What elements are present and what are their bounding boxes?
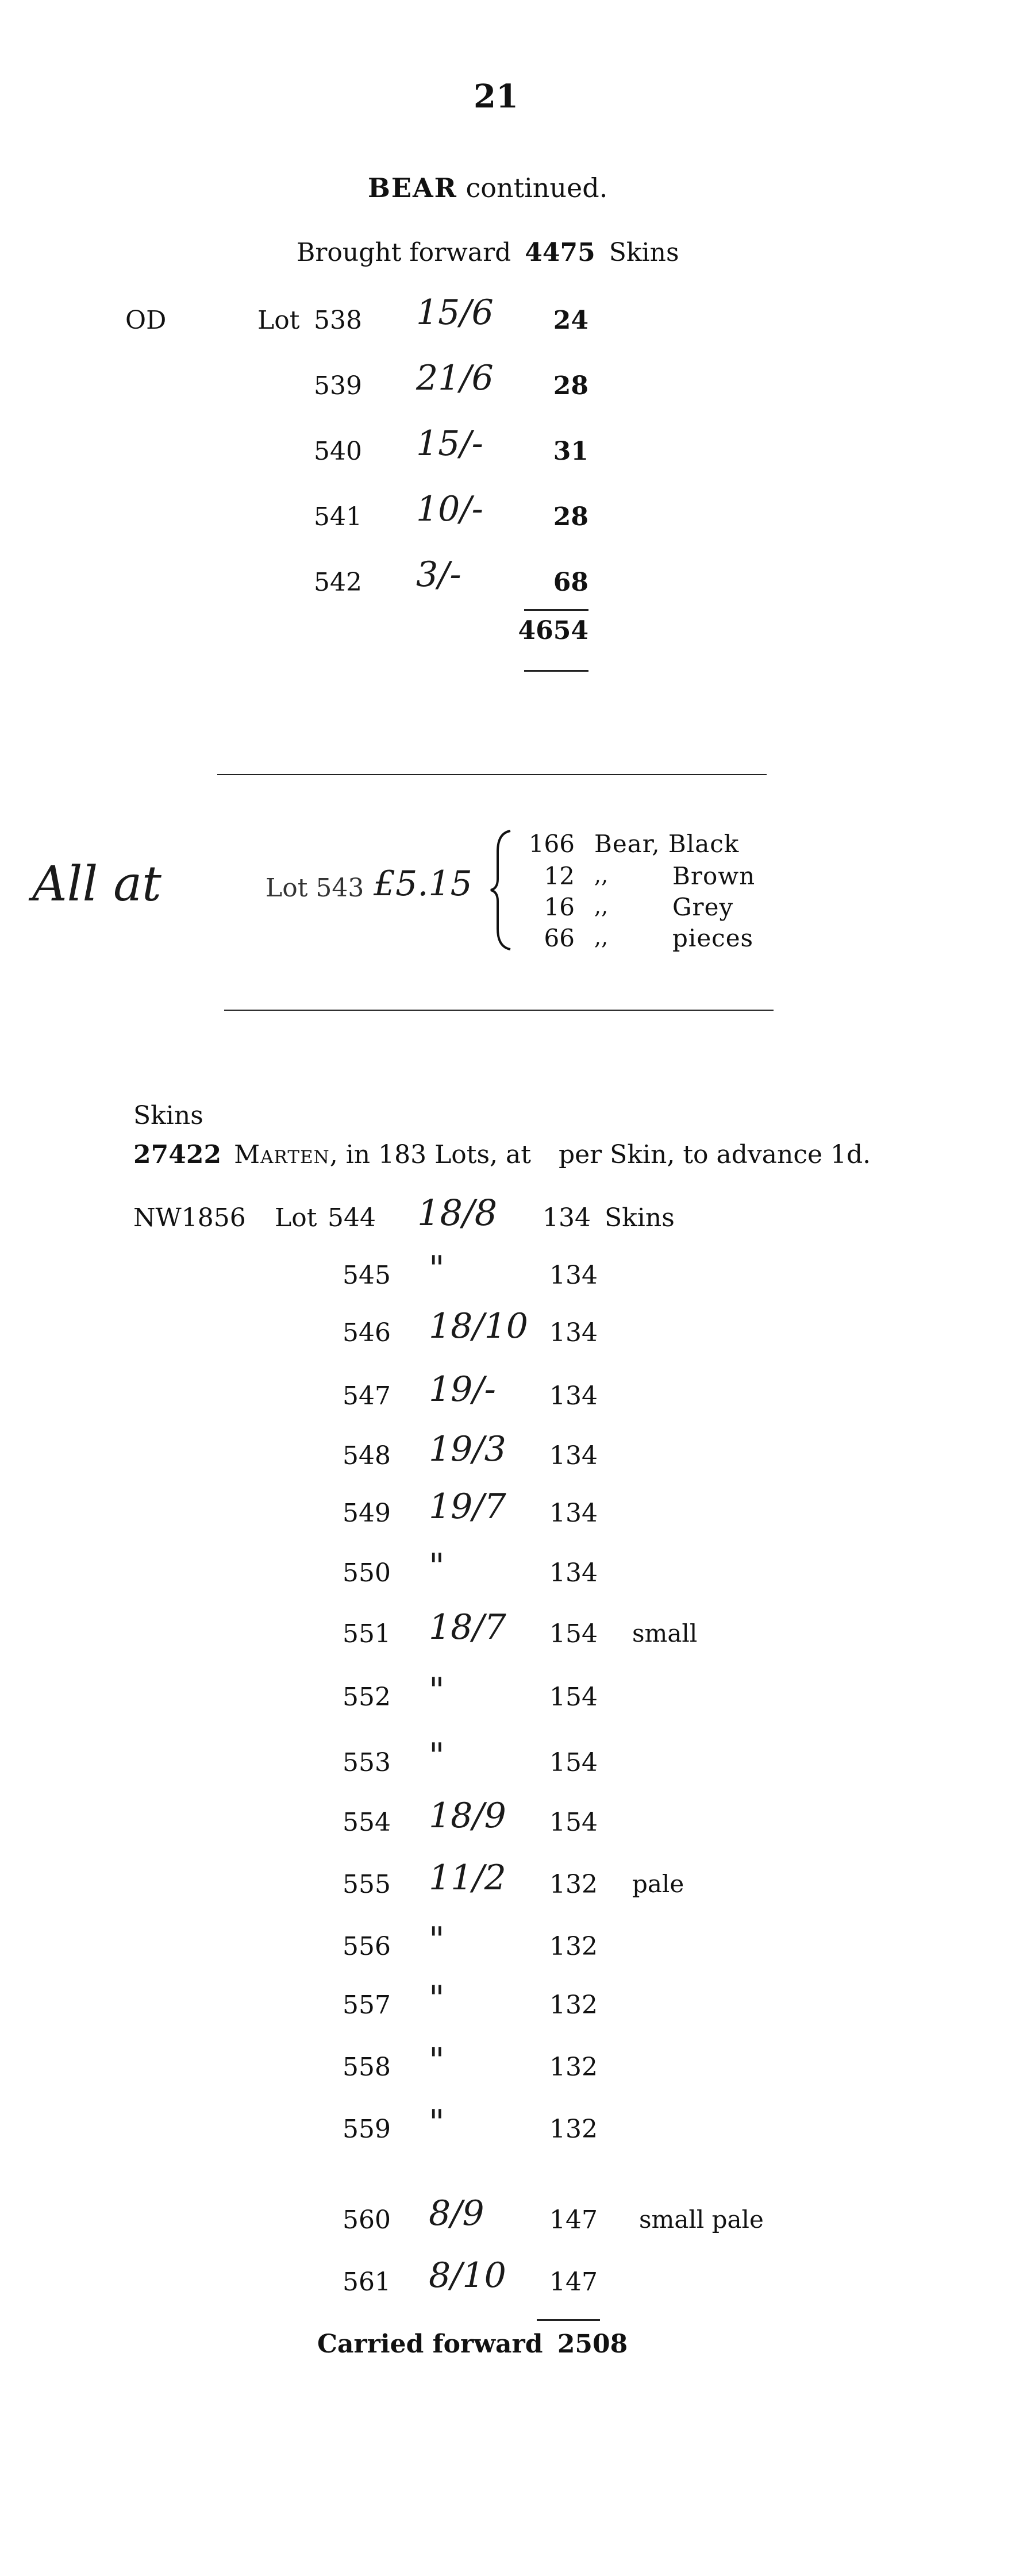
row-quantity: 134 xyxy=(549,1261,598,1290)
row-lot-number: 551 xyxy=(343,1619,391,1649)
row-quantity: 147 xyxy=(549,2267,598,2297)
carried-forward-label: Carried forward xyxy=(317,2329,543,2359)
row-lot-number: 561 xyxy=(343,2267,391,2297)
item-quantity: 12 xyxy=(544,862,575,890)
row-price: 11/2 xyxy=(429,1858,506,1898)
row-lot-number: 560 xyxy=(343,2205,391,2235)
row-quantity: 132 xyxy=(549,2053,598,2082)
row-price: 19/7 xyxy=(429,1487,506,1527)
row-mark: OD xyxy=(125,306,167,335)
item-quantity: 66 xyxy=(544,924,575,952)
row-price: 21/6 xyxy=(416,358,494,398)
row-price: 15/6 xyxy=(416,292,494,333)
row-price: 19/3 xyxy=(429,1429,506,1469)
row-lot-number: 556 xyxy=(343,1932,391,1961)
row-price: " xyxy=(429,1249,445,1289)
first-row-lot-prefix: Lot xyxy=(275,1203,317,1233)
row-lot-number: 557 xyxy=(343,1990,391,2020)
row-lot-number: 542 xyxy=(314,568,362,597)
row-quantity: 154 xyxy=(549,1682,598,1712)
row-quantity: 132 xyxy=(549,1870,598,1899)
handwritten-note: All at xyxy=(32,856,161,912)
row-quantity: 134 xyxy=(549,1441,598,1470)
row-price: 3/- xyxy=(416,555,461,595)
marten-description xyxy=(133,1142,871,1168)
row-lot-number: 549 xyxy=(343,1499,391,1528)
row-price: " xyxy=(429,1736,445,1776)
item-ditto-mark: ,, xyxy=(594,925,609,950)
row-lot-number: 540 xyxy=(314,437,362,466)
row-quantity: 28 xyxy=(553,371,588,401)
row-quantity: 24 xyxy=(553,306,588,335)
row-quantity: 134 xyxy=(549,1381,598,1411)
item-description: Grey xyxy=(672,893,734,921)
row-lot-number: 548 xyxy=(343,1441,391,1470)
row-price: " xyxy=(429,1978,445,2019)
row-quantity: 31 xyxy=(553,437,588,466)
row-lot-number: 541 xyxy=(314,502,362,532)
item-quantity: 166 xyxy=(528,830,575,858)
section-heading xyxy=(368,172,608,203)
first-row-lot: 544 xyxy=(328,1203,376,1233)
row-quantity: 134 xyxy=(549,1499,598,1528)
row-note: small xyxy=(632,1619,698,1647)
row-lot-number: 555 xyxy=(343,1870,391,1899)
item-quantity: 16 xyxy=(544,893,575,921)
row-quantity: 154 xyxy=(549,1748,598,1777)
first-row-unit: Skins xyxy=(605,1203,675,1233)
row-price: 10/- xyxy=(416,489,483,529)
first-row-mark: NW1856 xyxy=(133,1203,246,1233)
row-quantity: 132 xyxy=(549,2115,598,2144)
carried-forward xyxy=(317,2329,628,2359)
row-quantity: 132 xyxy=(549,1990,598,2020)
lot-543-label: Lot 543 xyxy=(266,873,364,903)
row-price: " xyxy=(429,1670,445,1711)
row-price: 18/9 xyxy=(429,1796,506,1836)
heading-animal: BEAR xyxy=(368,172,457,203)
page-number: 21 xyxy=(474,78,518,115)
item-ditto-mark: ,, xyxy=(594,894,609,919)
row-quantity: 134 xyxy=(549,1558,598,1588)
row-quantity: 28 xyxy=(553,502,588,532)
total-rule-top xyxy=(524,609,588,611)
item-ditto-mark: ,, xyxy=(594,862,609,888)
bear-total: 4654 xyxy=(518,616,588,645)
row-lot-number: 538 xyxy=(314,306,362,335)
row-price: 8/10 xyxy=(429,2255,506,2296)
row-price: 18/7 xyxy=(429,1607,506,1647)
total-rule-bottom xyxy=(524,670,588,672)
carried-forward-value: 2508 xyxy=(557,2329,628,2359)
row-price: " xyxy=(429,1546,445,1587)
row-lot-number: 546 xyxy=(343,1318,391,1347)
carried-rule xyxy=(537,2319,600,2321)
lot-543-price: £5.15 xyxy=(374,864,472,904)
marten-desc-tail: per Skin, to advance 1d. xyxy=(558,1140,871,1169)
row-quantity: 134 xyxy=(549,1318,598,1347)
brought-forward-label: Brought forward xyxy=(297,238,511,267)
row-lot-number: 554 xyxy=(343,1808,391,1837)
row-lot-number: 550 xyxy=(343,1558,391,1588)
item-description: pieces xyxy=(672,924,754,952)
row-lot-number: 558 xyxy=(343,2053,391,2082)
row-lot-number: 539 xyxy=(314,371,362,401)
row-note: small pale xyxy=(639,2205,764,2234)
row-lot-prefix: Lot xyxy=(257,306,300,335)
row-lot-number: 545 xyxy=(343,1261,391,1290)
row-lot-number: 553 xyxy=(343,1748,391,1777)
item-description: Brown xyxy=(672,862,756,890)
row-quantity: 147 xyxy=(549,2205,598,2235)
row-quantity: 68 xyxy=(553,568,588,597)
separator-line-1 xyxy=(217,774,767,775)
marten-animal: Marten xyxy=(234,1140,330,1169)
row-quantity: 154 xyxy=(549,1619,598,1649)
row-note: pale xyxy=(632,1870,684,1898)
skins-label: Skins xyxy=(133,1101,203,1130)
row-price: 18/10 xyxy=(429,1306,528,1346)
heading-continued: continued. xyxy=(466,172,608,203)
marten-count: 27422 xyxy=(133,1140,222,1169)
row-price: " xyxy=(429,2040,445,2081)
row-lot-number: 552 xyxy=(343,1682,391,1712)
first-row-qty: 134 xyxy=(543,1203,591,1233)
row-quantity: 154 xyxy=(549,1808,598,1837)
first-row-price: 18/8 xyxy=(417,1192,498,1234)
marten-desc-rest: , in 183 Lots, at xyxy=(329,1140,531,1169)
row-price: 15/- xyxy=(416,423,483,464)
row-lot-number: 559 xyxy=(343,2115,391,2144)
brought-forward-value: 4475 xyxy=(525,238,595,267)
brought-forward xyxy=(297,240,679,265)
row-lot-number: 547 xyxy=(343,1381,391,1411)
row-price: " xyxy=(429,2103,445,2143)
brought-forward-unit: Skins xyxy=(609,238,679,267)
row-price: " xyxy=(429,1920,445,1960)
row-quantity: 132 xyxy=(549,1932,598,1961)
row-price: 19/- xyxy=(429,1369,496,1410)
row-price: 8/9 xyxy=(429,2193,484,2234)
separator-line-2 xyxy=(224,1010,774,1011)
item-description: Bear, Black xyxy=(594,830,740,858)
